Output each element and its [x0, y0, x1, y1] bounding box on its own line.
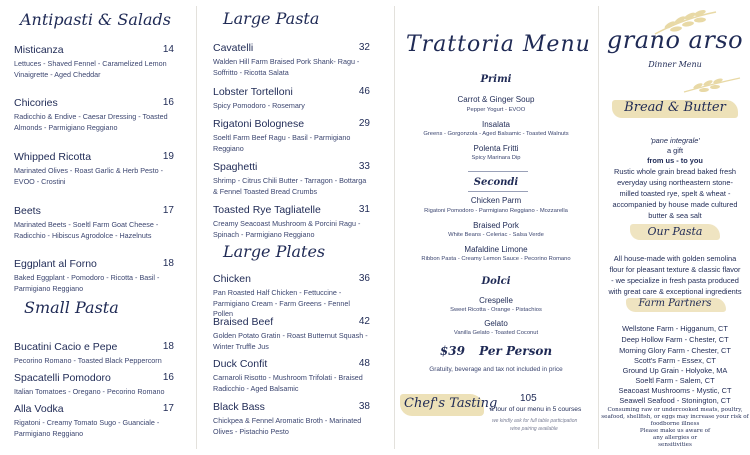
dish-description: Pan Roasted Half Chicken - Fettuccine - Parmigiano Cream - Farm Greens - Fennel Pollen [213, 288, 351, 318]
small-pasta-title: Small Pasta [24, 298, 119, 317]
allergy-warning: sensitivities [658, 442, 692, 448]
allergy-warning: Consuming raw or undercooked meats, poultry, [607, 407, 743, 413]
dish-name: Beets [14, 205, 41, 217]
dolci-desc: Sweet Ricotta - Orange - Pistachios [450, 307, 542, 313]
dolci-name: Crespelle [479, 296, 513, 305]
dish-description: Lettuces - Shaved Fennel - Caramelized Lemon Vinaigrette - Aged Cheddar [14, 59, 167, 79]
primi-name: Carrot & Ginger Soup [457, 95, 535, 104]
dish-description: Chickpea & Fennel Aromatic Broth - Marinated Olives - Pistachio Pesto [213, 416, 362, 436]
logo-text: grano arso [606, 26, 744, 54]
partner-item: Deep Hollow Farm - Chester, CT [621, 335, 729, 344]
gratuity-note: Gratuity, beverage and tax not included in price [429, 366, 563, 373]
dish-black-bass [213, 401, 370, 437]
dish-eggplant [14, 258, 174, 294]
wheat-icon [682, 74, 742, 96]
dish-description: Pecorino Romano - Toasted Black Peppercorn [14, 356, 162, 365]
price-amount: $39 [439, 344, 465, 358]
chefs-note: wine pairing available [510, 426, 558, 432]
dish-beets [14, 205, 174, 241]
column-large-pasta [213, 0, 370, 455]
dish-name: Black Bass [213, 401, 265, 413]
dish-description: Spicy Pomodoro - Rosemary [213, 101, 305, 110]
dish-name: Cavatelli [213, 42, 254, 54]
primi-desc: Pepper Yogurt - EVOO [466, 107, 526, 113]
primi-name: Insalata [481, 120, 511, 129]
dish-price: 14 [162, 44, 174, 55]
dish-description: Baked Eggplant - Pomodoro - Ricotta - Basil - Parmigiano Reggiano [14, 273, 160, 293]
allergy-warning: Please make us aware of [639, 428, 711, 434]
partner-item: Scott's Farm - Essex, CT [634, 356, 716, 365]
primi-title: Primi [480, 74, 512, 85]
dish-name: Alla Vodka [14, 403, 64, 415]
price-per-person: Per Person [479, 344, 553, 358]
partner-item: Wellstone Farm - Higganum, CT [622, 324, 728, 333]
dish-lobster-tortelloni [213, 86, 370, 112]
chefs-tasting-title: Chef's Tasting [404, 396, 498, 411]
dish-rigatoni-bolognese [213, 118, 370, 154]
dish-description: Creamy Seacoast Mushroom & Porcini Ragu - Spinach - Parmigiano Reggiano [213, 219, 361, 239]
dish-name: Toasted Rye Tagliatelle [213, 204, 321, 216]
dish-chicken [213, 273, 370, 320]
dish-price: 17 [162, 205, 174, 216]
dish-name: Misticanza [14, 44, 64, 56]
column-antipasti [14, 0, 174, 455]
secondi-name: Braised Pork [473, 221, 519, 230]
dish-cavatelli [213, 42, 370, 78]
dish-description: Marinated Beets - Soeltl Farm Goat Cheese - Radicchio - Hibiscus Agrodolce - Hazelnuts [14, 220, 159, 240]
dish-bucatini [14, 341, 174, 367]
secondi-desc: Rigatoni Pomodoro - Parmigiano Reggiano - Mozzarella [424, 208, 568, 214]
dish-price: 32 [358, 42, 370, 53]
dish-name: Rigatoni Bolognese [213, 118, 305, 130]
section-rule [468, 191, 528, 192]
dish-price: 19 [162, 151, 174, 162]
partner-item: Ground Up Grain - Holyoke, MA [622, 366, 728, 375]
pasta-line: flour for pleasant texture & classic flavor [609, 265, 741, 274]
dish-name: Whipped Ricotta [14, 151, 92, 163]
column-divider [598, 6, 599, 449]
dish-price: 18 [162, 341, 174, 352]
dish-description: Golden Potato Gratin - Roast Butternut Squash - Winter Truffle Jus [213, 331, 368, 351]
primi-desc: Spicy Marinara Dip [471, 155, 521, 161]
dish-rye-tagliatelle [213, 204, 370, 240]
dish-price: 16 [162, 372, 174, 383]
dish-description: Walden Hill Farm Braised Pork Shank- Ragu - Soffritto - Ricotta Salata [213, 57, 360, 77]
secondi-desc: White Beans - Celeriac - Salsa Verde [448, 232, 544, 238]
secondi-title: Secondi [473, 177, 519, 188]
dish-description: Marinated Olives - Roast Garlic & Herb Pesto - EVOO - Crostini [14, 166, 163, 186]
dish-duck-confit [213, 358, 370, 394]
column-divider [196, 6, 197, 449]
dish-name: Chicken [213, 273, 251, 285]
dish-name: Lobster Tortelloni [213, 86, 293, 98]
dish-price: 46 [358, 86, 370, 97]
dish-whipped-ricotta [14, 151, 174, 187]
bread-title: Bread & Butter [624, 100, 726, 115]
partner-item: Soeltl Farm - Salem, CT [635, 376, 715, 385]
bread-line: butter & sea salt [648, 211, 702, 220]
dolci-desc: Vanilla Gelato - Toasted Coconut [453, 330, 539, 336]
dinner-menu-subtitle: Dinner Menu [648, 60, 702, 69]
large-plates-title: Large Plates [223, 242, 326, 261]
dish-alla-vodka [14, 403, 174, 439]
dish-price: 18 [162, 258, 174, 269]
dish-price: 31 [358, 204, 370, 215]
dish-name: Spacatelli Pomodoro [14, 372, 111, 384]
dish-misticanza [14, 44, 174, 80]
dish-name: Braised Beef [213, 316, 274, 328]
bread-line: 'pane integrale' [650, 136, 700, 145]
pasta-line: All house-made with golden semolina [613, 254, 737, 263]
dish-spaghetti [213, 161, 370, 197]
column-trattoria [398, 0, 594, 455]
dish-name: Chicories [14, 97, 58, 109]
dish-description: Soeltl Farm Beef Ragu - Basil - Parmigiano Reggiano [213, 133, 351, 153]
dish-price: 48 [358, 358, 370, 369]
bread-line: a gift [666, 146, 684, 155]
chefs-note: we kindly ask for full table participation [492, 418, 578, 424]
dish-price: 29 [358, 118, 370, 129]
chefs-desc: a tour of our menu in 5 courses [490, 406, 582, 413]
bread-line: from us - to you [647, 156, 703, 165]
dish-name: Bucatini Cacio e Pepe [14, 341, 118, 353]
bread-line: everyday using northeastern stone- [617, 178, 733, 187]
primi-name: Polenta Fritti [473, 144, 519, 153]
dish-name: Spaghetti [213, 161, 258, 173]
allergy-warning: foodborne illness [650, 421, 700, 427]
dish-description: Carnaroli Risotto - Mushroom Trifolati - Braised Radicchio - Aged Balsamic [213, 373, 363, 393]
dish-spacatelli [14, 372, 174, 398]
secondi-name: Chicken Parm [470, 196, 522, 205]
section-rule [468, 171, 528, 172]
bread-line: milled toasted rye, spelt & wheat - [619, 189, 731, 198]
partner-item: Morning Glory Farm - Chester, CT [619, 346, 731, 355]
dish-price: 38 [358, 401, 370, 412]
partner-item: Seawell Seafood - Stonington, CT [619, 396, 731, 405]
dish-price: 17 [162, 403, 174, 414]
pasta-line: with great care & exceptional ingredients [608, 287, 742, 296]
column-divider [394, 6, 395, 449]
dish-name: Eggplant al Forno [14, 258, 97, 270]
dolci-title: Dolci [481, 276, 511, 287]
dish-price: 16 [162, 97, 174, 108]
dish-braised-beef [213, 316, 370, 352]
dolci-name: Gelato [484, 319, 508, 328]
bread-line: Rustic whole grain bread baked fresh [613, 167, 736, 176]
large-pasta-title: Large Pasta [223, 9, 320, 28]
primi-desc: Greens - Gorgonzola - Aged Balsamic - Toasted Walnuts [423, 131, 569, 137]
price-line [398, 344, 594, 358]
dish-description: Radicchio & Endive - Caesar Dressing - Toasted Almonds - Parmigiano Reggiano [14, 112, 168, 132]
dish-chicories [14, 97, 174, 133]
trattoria-title: Trattoria Menu [406, 32, 591, 57]
dish-name: Duck Confit [213, 358, 268, 370]
farm-partners-title: Farm Partners [638, 298, 712, 309]
partner-item: Seacoast Mushrooms - Mystic, CT [618, 386, 732, 395]
chefs-price: 105 [520, 393, 537, 404]
antipasti-title: Antipasti & Salads [20, 10, 171, 29]
secondi-name: Mafaldine Limone [464, 245, 528, 254]
allergy-warning: seafood, shellfish, or eggs may increase your risk of [601, 414, 749, 420]
allergy-warning: any allergies or [652, 435, 698, 441]
secondi-desc: Ribbon Pasta - Creamy Lemon Sauce - Pecorino Romano [421, 256, 571, 262]
dish-price: 33 [358, 161, 370, 172]
dish-description: Italian Tomatoes - Oregano - Pecorino Romano [14, 387, 165, 396]
dish-description: Shrimp - Citrus Chili Butter - Tarragon - Bottarga & Fennel Toasted Bread Crumbs [213, 176, 367, 196]
dish-price: 42 [358, 316, 370, 327]
pasta-line: - we specialize in fresh pasta produced [611, 276, 739, 285]
dish-description: Rigatoni - Creamy Tomato Sugo - Guanciale - Parmigiano Reggiano [14, 418, 160, 438]
bread-line: accompanied by house made cultured [612, 200, 738, 209]
our-pasta-title: Our Pasta [647, 225, 703, 238]
dish-price: 36 [358, 273, 370, 284]
column-grano-arso [600, 0, 750, 455]
